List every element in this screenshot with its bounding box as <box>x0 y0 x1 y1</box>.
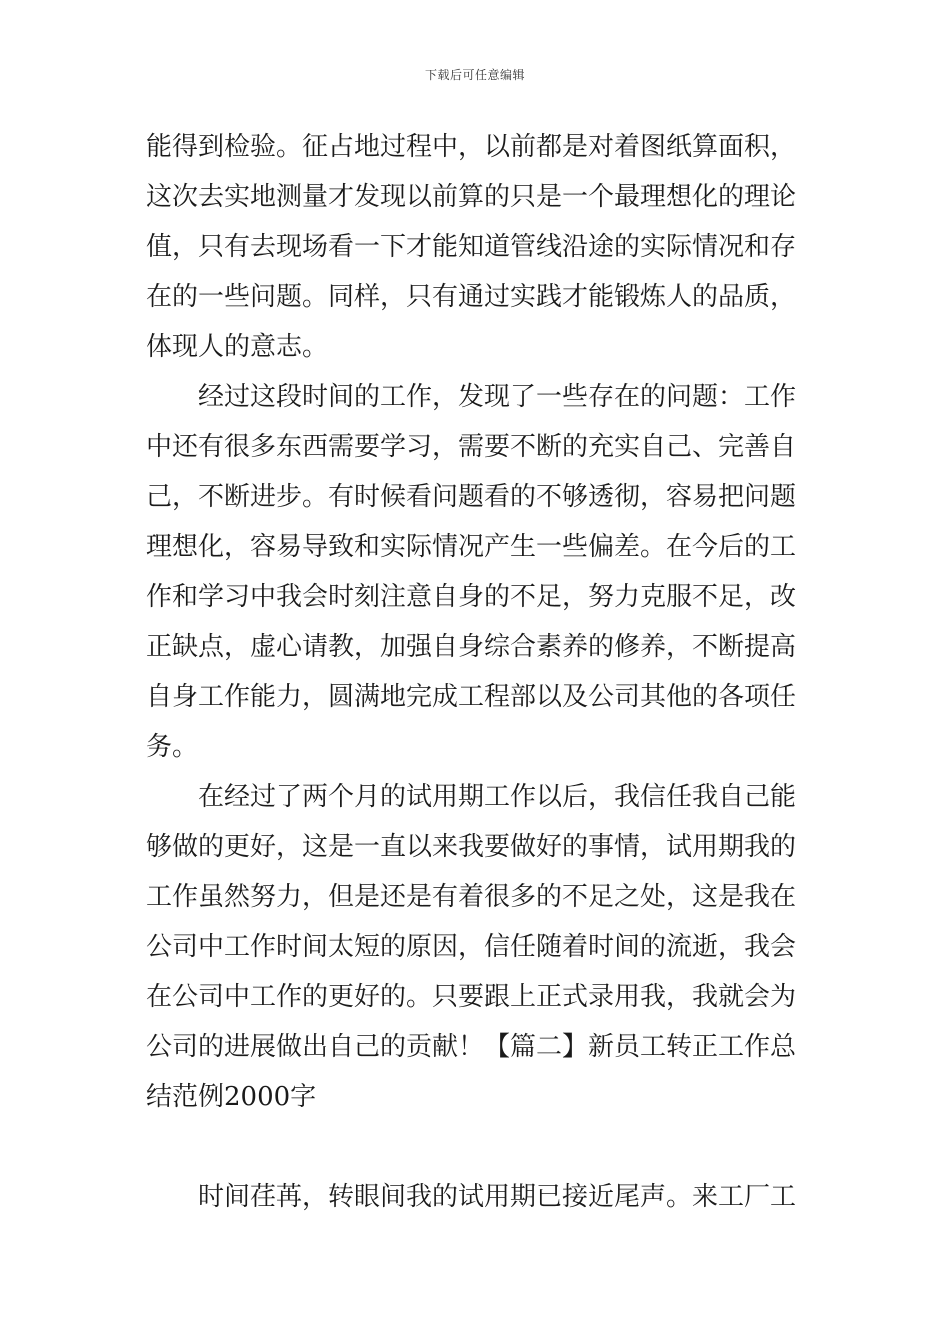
text-line: 正缺点，虚心请教，加强自身综合素养的修养，不断提高 <box>146 632 797 662</box>
text-line: 结范例2000字 <box>146 1082 317 1112</box>
text-line: 作和学习中我会时刻注意自身的不足，努力克服不足，改 <box>146 582 797 612</box>
text-line: 经过这段时间的工作，发现了一些存在的问题：工作 <box>198 382 797 412</box>
text-line: 工作虽然努力，但是还是有着很多的不足之处，这是我在 <box>146 882 797 912</box>
page-header: 下载后可任意编辑 <box>424 68 525 82</box>
text-line: 公司的进展做出自己的贡献！【篇二】新员工转正工作总 <box>146 1032 797 1062</box>
text-line: 在经过了两个月的试用期工作以后，我信任我自己能 <box>198 782 797 812</box>
text-line: 中还有很多东西需要学习，需要不断的充实自己、完善自 <box>146 432 797 462</box>
text-line: 务。 <box>146 732 199 762</box>
text-line: 在的一些问题。同样，只有通过实践才能锻炼人的品质， <box>146 282 797 312</box>
text-line: 公司中工作时间太短的原因，信任随着时间的流逝，我会 <box>146 932 797 962</box>
text-line: 值，只有去现场看一下才能知道管线沿途的实际情况和存 <box>146 232 797 262</box>
text-line: 够做的更好，这是一直以来我要做好的事情，试用期我的 <box>146 832 797 862</box>
blank-line <box>146 1122 808 1172</box>
text-line: 己，不断进步。有时候看问题看的不够透彻，容易把问题 <box>146 482 797 512</box>
text-line: 理想化，容易导致和实际情况产生一些偏差。在今后的工 <box>146 532 797 562</box>
document-body <box>146 122 808 1222</box>
text-line: 能得到检验。征占地过程中，以前都是对着图纸算面积， <box>146 132 797 162</box>
text-line: 这次去实地测量才发现以前算的只是一个最理想化的理论 <box>146 182 797 212</box>
text-line: 在公司中工作的更好的。只要跟上正式录用我，我就会为 <box>146 982 797 1012</box>
text-line: 自身工作能力，圆满地完成工程部以及公司其他的各项任 <box>146 682 797 712</box>
text-line: 体现人的意志。 <box>146 332 329 362</box>
text-line: 时间荏苒，转眼间我的试用期已接近尾声。来工厂工 <box>198 1182 797 1212</box>
